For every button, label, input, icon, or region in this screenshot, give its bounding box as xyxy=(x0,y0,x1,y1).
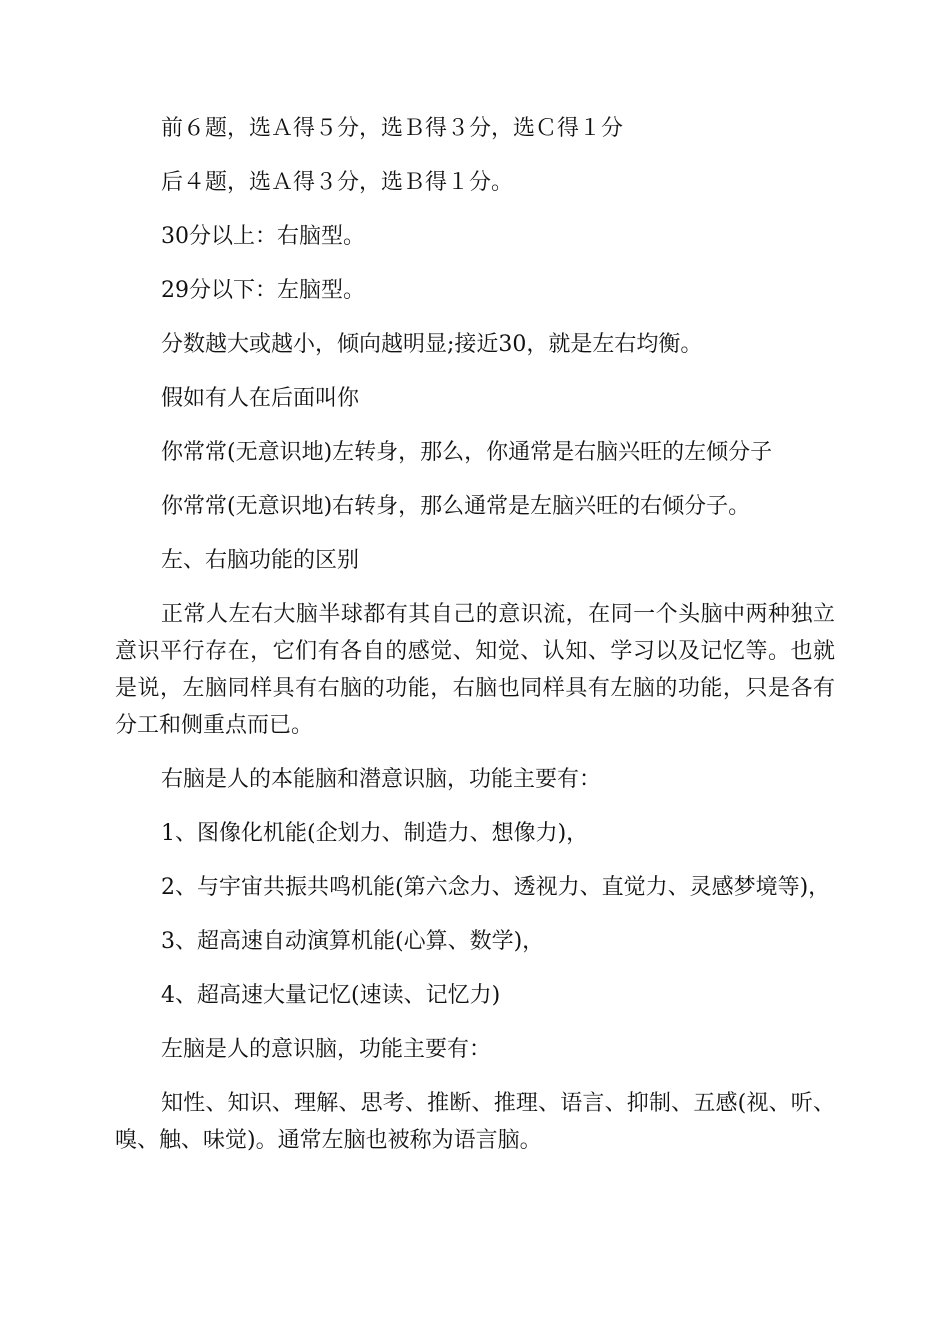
paragraph-right-brain-intro: 右脑是人的本能脑和潜意识脑，功能主要有： xyxy=(161,767,602,792)
paragraph-brain-hemispheres: 正常人左右大脑半球都有其自己的意识流，在同一个头脑中两种独立意识平行存在，它们有各自的感觉、知觉、认知、学习以及记忆等。也就是说，左脑同样具有右脑的功能，右脑也同样具有左脑的功能，只是各有分工和侧重点而已。 xyxy=(115,602,835,738)
paragraph-scoring-last-four: 后４题，选Ａ得３分，选Ｂ得１分。 xyxy=(161,170,514,195)
document-body xyxy=(115,110,835,1176)
paragraph-right-brain-item-1: 1、图像化机能(企划力、制造力、想像力)， xyxy=(161,821,589,846)
paragraph-turn-left: 你常常(无意识地)左转身，那么，你通常是右脑兴旺的左倾分子 xyxy=(161,440,773,465)
paragraph-scoring-first-six: 前６题，选Ａ得５分，选Ｂ得３分，选Ｃ得１分 xyxy=(161,116,624,141)
paragraph-someone-calls: 假如有人在后面叫你 xyxy=(161,386,360,411)
paragraph-right-brain-item-2: 2、与宇宙共振共鸣机能(第六念力、透视力、直觉力、灵感梦境等)， xyxy=(161,875,831,900)
paragraph-right-brain-type: 30分以上：右脑型。 xyxy=(161,224,365,249)
paragraph-left-brain-functions: 知性、知识、理解、思考、推断、推理、语言、抑制、五感(视、听、嗅、触、味觉)。通常左脑也被称为语言脑。 xyxy=(115,1091,835,1153)
paragraph-left-brain-intro: 左脑是人的意识脑，功能主要有： xyxy=(161,1037,492,1062)
paragraph-section-heading: 左、右脑功能的区别 xyxy=(161,548,360,573)
paragraph-score-tendency: 分数越大或越小，倾向越明显;接近30，就是左右均衡。 xyxy=(161,332,703,357)
paragraph-right-brain-item-4: 4、超高速大量记忆(速读、记忆力) xyxy=(161,983,501,1008)
paragraph-left-brain-type: 29分以下：左脑型。 xyxy=(161,278,365,303)
paragraph-turn-right: 你常常(无意识地)右转身，那么通常是左脑兴旺的右倾分子。 xyxy=(161,494,751,519)
paragraph-right-brain-item-3: 3、超高速自动演算机能(心算、数学)， xyxy=(161,929,545,954)
